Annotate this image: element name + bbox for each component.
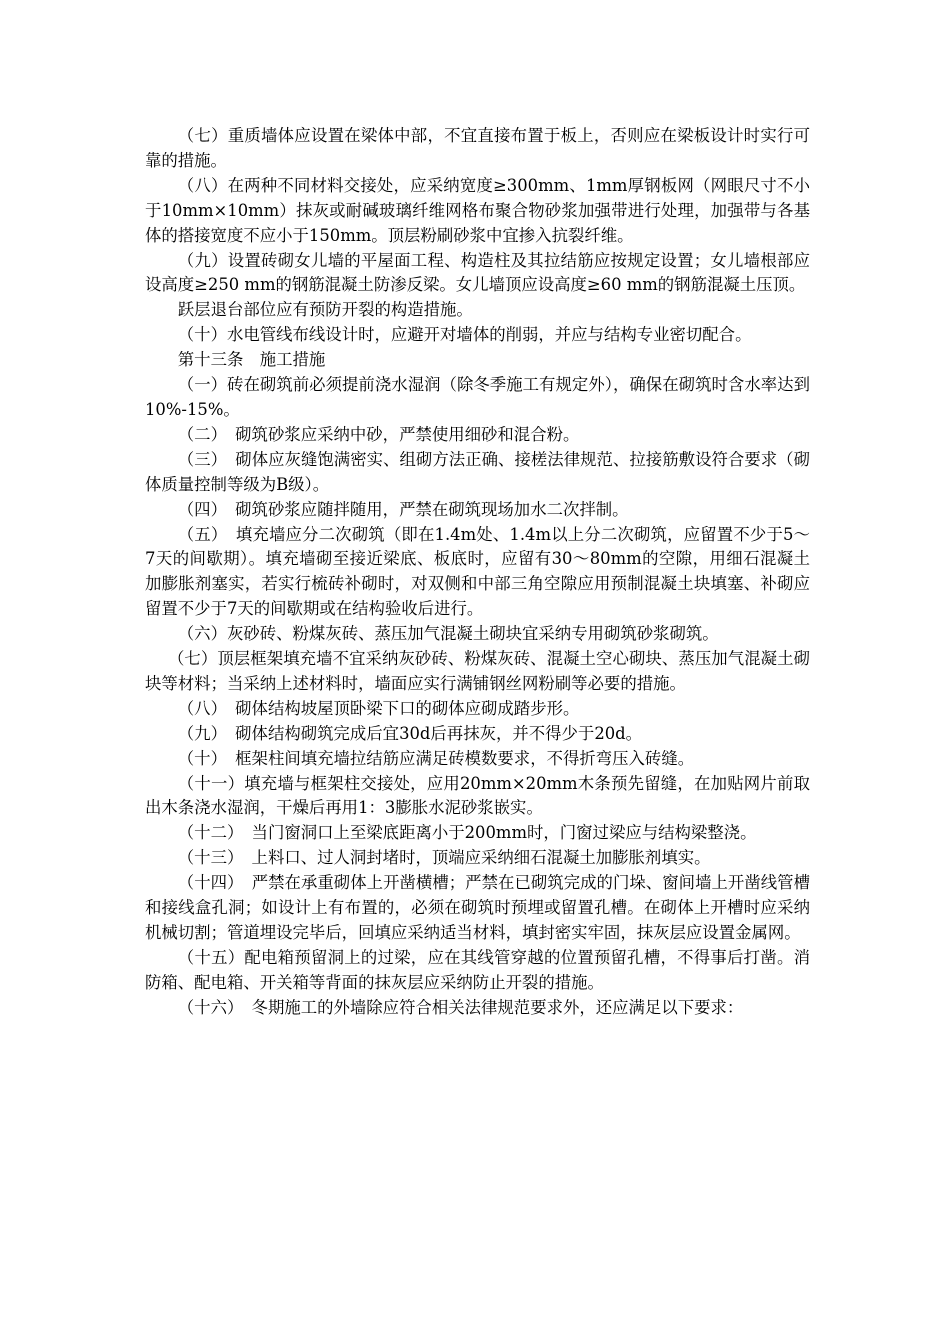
construction-item-5: （五） 填充墙应分二次砌筑（即在1.4m处、1.4m以上分二次砌筑，应留置不少于5～7天的间歇期）。填充墙砌至接近梁底、板底时，应留有30～80mm的空隙，用细石混凝土加膨胀剂塞实，若实行梳砖补砌时，对双侧和中部三角空隙应用预制混凝土块填塞、补砌应留置不少于7天的间歇期或在结构验收后进行。 bbox=[145, 524, 810, 619]
construction-item-15: （十五）配电箱预留洞上的过梁，应在其线管穿越的位置预留孔槽，不得事后打凿。消防箱、配电箱、开关箱等背面的抹灰层应采纳防止开裂的措施。 bbox=[145, 947, 810, 992]
construction-item-11: （十一）填充墙与框架柱交接处，应用20mm×20mm木条预先留缝，在加贴网片前取出木条浇水湿润，干燥后再用1：3膨胀水泥砂浆嵌实。 bbox=[145, 773, 810, 818]
construction-item-9: （九） 砌体结构砌筑完成后宜30d后再抹灰，并不得少于20d。 bbox=[177, 723, 643, 743]
construction-item-10: （十） 框架柱间填充墙拉结筋应满足砖模数要求，不得折弯压入砖缝。 bbox=[177, 748, 695, 768]
construction-item-14: （十四） 严禁在承重砌体上开凿横槽；严禁在已砌筑完成的门垛、窗间墙上开凿线管槽和接线盒孔洞；如设计上有布置的，必须在砌筑时预埋或留置孔槽。在砌体上开槽时应采纳机械切割；管道埋设完毕后，回填应采纳适当材料，填封密实牢固，抹灰层应设置金属网。 bbox=[145, 873, 810, 942]
paragraph-7-heavy-wall: （七）重质墙体应设置在梁体中部，不宜直接布置于板上，否则应在梁板设计时实行可靠的措施。 bbox=[145, 126, 810, 170]
construction-item-2: （二） 砌筑砂浆应采纳中砂，严禁使用细砂和混合粉。 bbox=[177, 424, 580, 444]
paragraph-10-pipelines: （十）水电管线布线设计时，应避开对墙体的削弱，并应与结构专业密切配合。 bbox=[177, 325, 752, 345]
construction-item-3: （三） 砌体应灰缝饱满密实、组砌方法正确、接槎法律规范、拉接筋敷设符合要求（砌体质量控制等级为B级）。 bbox=[145, 449, 810, 494]
paragraph-8-material-junction: （八）在两种不同材料交接处，应采纳宽度≥300mm、1mm厚钢板网（网眼尺寸不小于10mm×10mm）抹灰或耐碱玻璃纤维网格布聚合物砂浆加强带进行处理，加强带与各基体的搭接宽度不应小于150mm。顶层粉刷砂浆中宜掺入抗裂纤维。 bbox=[145, 175, 810, 245]
construction-item-6: （六）灰砂砖、粉煤灰砖、蒸压加气混凝土砌块宜采纳专用砌筑砂浆砌筑。 bbox=[177, 624, 719, 644]
paragraph-setback-crack-prevention: 跃层退台部位应有预防开裂的构造措施。 bbox=[177, 300, 473, 320]
construction-item-4: （四） 砌筑砂浆应随拌随用，严禁在砌筑现场加水二次拌制。 bbox=[177, 499, 629, 519]
paragraph-9-parapet: （九）设置砖砌女儿墙的平屋面工程、构造柱及其拉结筋应按规定设置；女儿墙根部应设高度≥250 mm的钢筋混凝土防渗反梁。女儿墙顶应设高度≥60 mm的钢筋混凝土压顶。 bbox=[145, 250, 810, 295]
construction-item-8: （八） 砌体结构坡屋顶卧梁下口的砌体应砌成踏步形。 bbox=[177, 698, 580, 718]
construction-item-7: （七）顶层框架填充墙不宜采纳灰砂砖、粉煤灰砖、混凝土空心砌块、蒸压加气混凝土砌块等材料；当采纳上述材料时，墙面应实行满铺钢丝网粉刷等必要的措施。 bbox=[145, 649, 810, 693]
document-body bbox=[145, 124, 810, 1021]
article-13-heading: 第十三条 施工措施 bbox=[177, 350, 326, 370]
construction-item-16: （十六） 冬期施工的外墙除应符合相关法律规范要求外，还应满足以下要求： bbox=[177, 997, 744, 1017]
construction-item-12: （十二） 当门窗洞口上至梁底距离小于200mm时，门窗过梁应与结构梁整浇。 bbox=[177, 823, 757, 843]
construction-item-1: （一）砖在砌筑前必须提前浇水湿润（除冬季施工有规定外），确保在砌筑时含水率达到10%-15%。 bbox=[145, 375, 810, 419]
construction-item-13: （十三） 上料口、过人洞封堵时，顶端应采纳细石混凝土加膨胀剂填实。 bbox=[177, 848, 711, 868]
